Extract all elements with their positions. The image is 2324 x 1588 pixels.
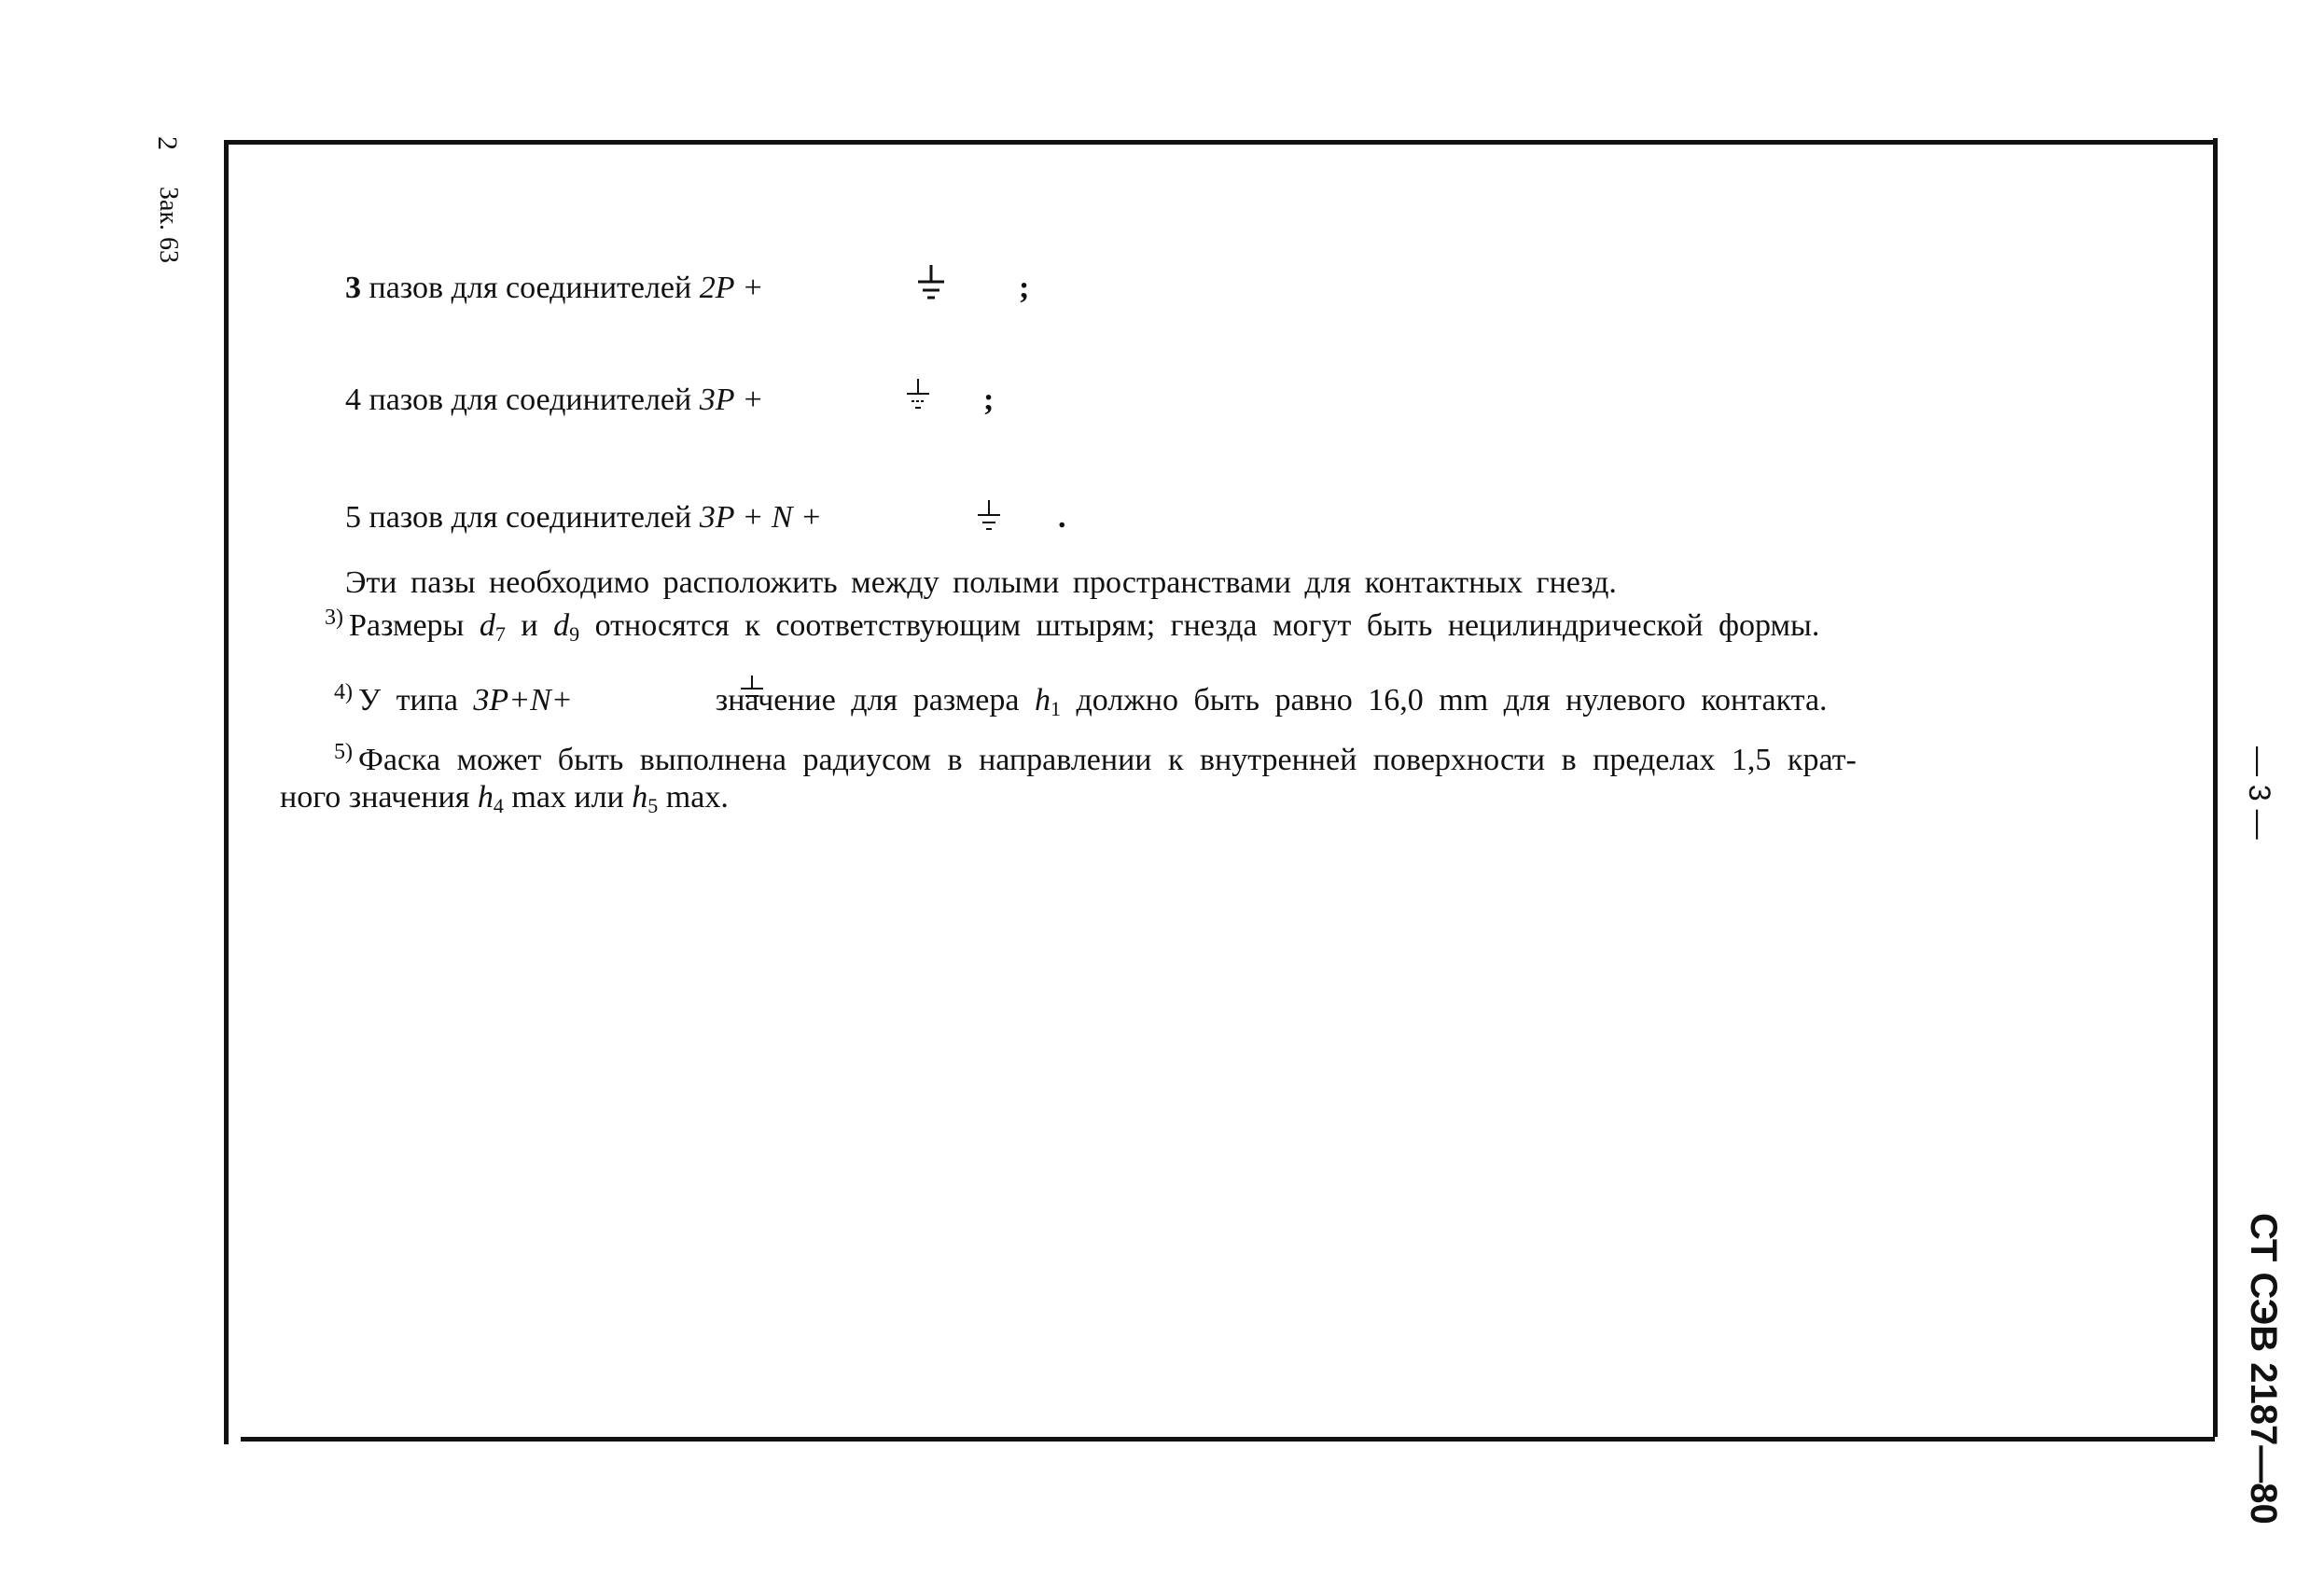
grooves-paragraph: Эти пазы необходимо расположить между полыми пространствами для контактных гнезд.: [345, 565, 1617, 600]
footnote-3-d7-sub: 7: [494, 622, 506, 646]
frame-right-border: [2213, 138, 2218, 1437]
footnote-4-h: h: [1034, 683, 1051, 717]
item-4-punct: ;: [983, 383, 995, 417]
ground-symbol-icon: [914, 263, 948, 304]
standard-code: СТ СЭВ 2187—80: [2243, 1213, 2284, 1525]
left-order-reference: Зак. 63: [154, 187, 183, 264]
ground-symbol-icon: [737, 674, 767, 705]
footnote-3: [325, 606, 1819, 645]
footnote-5-h5-sub: 5: [647, 794, 659, 817]
footnote-5-max2: max.: [665, 780, 729, 815]
item-3-punct: ;: [1019, 271, 1030, 305]
footnote-5-line-2: [280, 782, 729, 816]
frame-bottom-border: [241, 1437, 2215, 1442]
item-5-formula: 3P + N +: [699, 500, 822, 535]
footnote-5-line-1: [334, 741, 1857, 776]
footnote-4: [334, 681, 1828, 719]
item-4-number: 4: [345, 383, 361, 417]
footnote-3-conj: и: [521, 608, 538, 643]
footnote-5-h5: h: [632, 780, 648, 815]
footnote-4-h-sub: 1: [1050, 697, 1061, 720]
frame-left-border: [224, 142, 229, 1444]
right-page-marker: — 3 —: [2243, 746, 2276, 840]
footnote-4-rest: должно быть равно 16,0 mm для нулевого контакта.: [1076, 683, 1828, 717]
footnote-5-text-1: Фаска может быть выполнена радиусом в направлении к внутренней поверхности в пределах 1,5 крат-: [358, 743, 1857, 777]
footnote-5-lead-2: ного значения: [280, 780, 470, 815]
footnote-3-d9: d: [553, 608, 570, 643]
footnote-5-h4: h: [477, 780, 494, 815]
item-3-line: [345, 272, 763, 304]
footnote-3-lead: Размеры: [349, 608, 465, 643]
footnote-5-max1: max или: [511, 780, 624, 815]
item-4-line: [345, 384, 763, 416]
footnote-3-rest: относятся к соответствующим штырям; гнезда могут быть нецилиндрической формы.: [594, 608, 1820, 643]
footnote-5-h4-sub: 4: [493, 794, 504, 817]
footnote-4-mid: значение для размера: [715, 683, 1020, 717]
footnote-3-mark: 3): [325, 606, 343, 630]
footnote-4-lead: У типа: [358, 683, 458, 717]
footnote-3-d7: d: [479, 608, 495, 643]
item-5-line: [345, 502, 822, 534]
item-4-text: пазов для соединителей: [369, 383, 692, 417]
item-4-formula: 3P +: [699, 383, 764, 417]
item-3-formula: 2P +: [699, 271, 764, 305]
frame-top-border: [224, 140, 2217, 145]
footnote-5-mark: 5): [334, 740, 353, 764]
item-5-number: 5: [345, 500, 361, 535]
item-5-text: пазов для соединителей: [369, 500, 692, 535]
ground-symbol-icon: [974, 498, 1004, 536]
item-3-text: пазов для соединителей: [369, 271, 692, 305]
item-3-number: 3: [345, 271, 361, 305]
footnote-4-mark: 4): [334, 680, 353, 704]
item-5-punct: .: [1058, 500, 1066, 535]
ground-symbol-icon: [903, 377, 933, 414]
left-page-number: 2: [152, 136, 183, 150]
footnote-4-type: 3P+N+: [473, 683, 573, 717]
footnote-3-d9-sub: 9: [569, 622, 580, 646]
